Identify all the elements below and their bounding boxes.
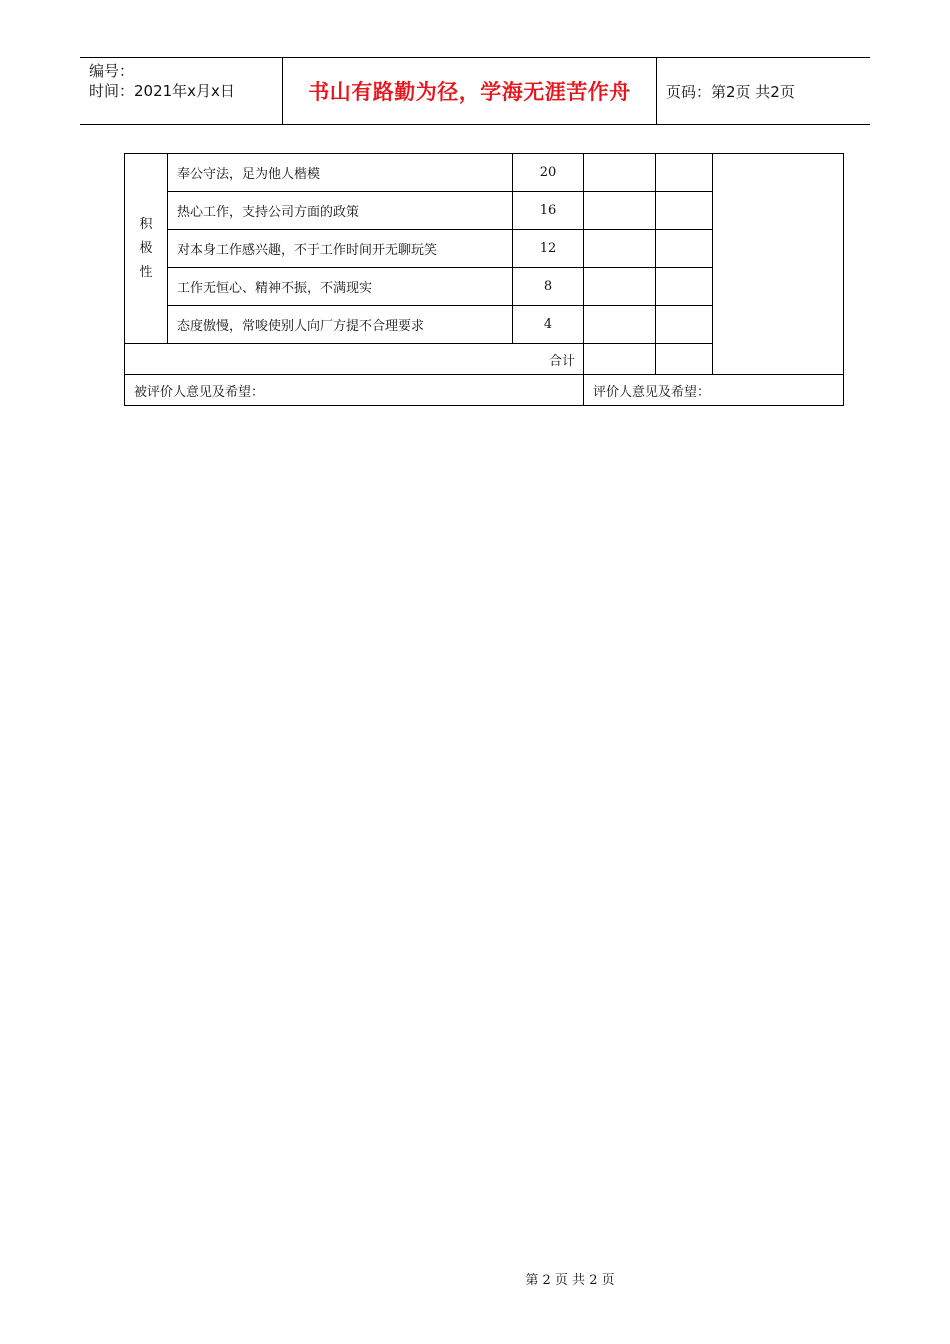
header-meta <box>80 58 282 124</box>
criterion-text: 奉公守法，足为他人楷模 <box>168 154 513 192</box>
reviewer-score-cell[interactable] <box>656 268 713 306</box>
self-score-cell[interactable] <box>584 192 656 230</box>
criterion-text: 态度傲慢，常唆使别人向厂方提不合理要求 <box>168 306 513 344</box>
evaluatee-opinion-label[interactable]: 被评价人意见及希望： <box>125 375 584 406</box>
reviewer-score-cell[interactable] <box>656 306 713 344</box>
criterion-text: 对本身工作感兴趣，不于工作时间开无聊玩笑 <box>168 230 513 268</box>
criterion-score: 12 <box>513 230 584 268</box>
page-footer: 第 2 页 共 2 页 <box>525 1273 615 1288</box>
reviewer-score-cell[interactable] <box>656 230 713 268</box>
self-score-cell[interactable] <box>584 154 656 192</box>
criterion-score: 8 <box>513 268 584 306</box>
total-self-score-cell[interactable] <box>584 344 656 375</box>
category-label: 积极性 <box>139 216 153 280</box>
reviewer-score-cell[interactable] <box>656 154 713 192</box>
opinion-row <box>125 375 844 406</box>
criterion-score: 4 <box>513 306 584 344</box>
self-score-cell[interactable] <box>584 268 656 306</box>
criterion-score: 16 <box>513 192 584 230</box>
criterion-text: 热心工作，支持公司方面的政策 <box>168 192 513 230</box>
evaluation-table <box>124 153 844 406</box>
page-header <box>80 57 870 125</box>
self-score-cell[interactable] <box>584 230 656 268</box>
self-score-cell[interactable] <box>584 306 656 344</box>
document-number-label: 编号： <box>89 62 135 80</box>
category-cell <box>125 154 168 344</box>
reviewer-score-cell[interactable] <box>656 192 713 230</box>
document-time-label: 时间：2021年x月x日 <box>89 82 235 100</box>
header-motto: 书山有路勤为径，学海无涯苦作舟 <box>282 58 657 124</box>
header-page-label: 页码：第2页 共2页 <box>666 82 795 101</box>
total-reviewer-score-cell[interactable] <box>656 344 713 375</box>
table-row <box>125 154 844 192</box>
criterion-score: 20 <box>513 154 584 192</box>
remarks-cell[interactable] <box>713 154 844 375</box>
evaluator-opinion-label[interactable]: 评价人意见及希望： <box>584 375 844 406</box>
criterion-text: 工作无恒心、精神不振，不满现实 <box>168 268 513 306</box>
total-label: 合计 <box>125 344 584 375</box>
